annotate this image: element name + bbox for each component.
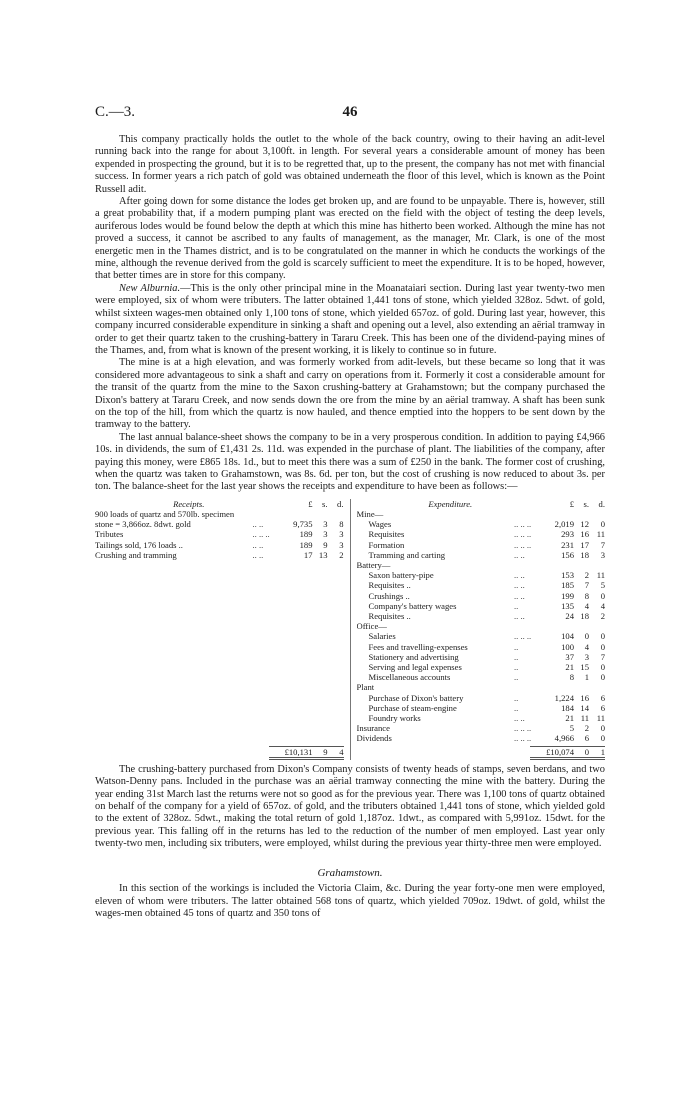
account-row [357,723,606,733]
leader-dots: .. .. [252,539,264,550]
expenditure-rows [357,509,606,744]
account-row [357,509,606,519]
account-label: Requisites [368,529,405,540]
total-pence: 1 [600,746,605,757]
account-row [357,631,606,641]
pounds-heading: £ [308,498,313,509]
leader-dots: .. .. .. [514,631,532,642]
account-label: Fees and travelling-expenses [368,641,468,652]
expenditure-column [351,499,606,760]
account-row [357,550,606,560]
amount-pounds: 185 [561,580,574,591]
account-row [357,570,606,580]
account-row [357,560,606,570]
amount-pounds: 24 [565,611,574,622]
amount-pence: 4 [600,600,605,611]
amount-shillings: 18 [580,611,589,622]
account-row [357,621,606,631]
amount-pence: 6 [600,692,605,703]
account-label: Tailings sold, 176 loads .. [95,539,183,550]
leader-dots: .. .. .. [514,529,532,540]
paragraph: This company practically holds the outlet to the whole of the back country, owing to their having an adit-level running back into the range for about 3,100ft. in length. For several years a considerable amount of money has been expended in prospecting the ground, but it is to be regretted that, up to the present, the company has not met with financial success. In former years a rich patch of gold was obtained underneath the floor of this level, which is known as the Point Russell adit. [95,134,605,195]
amount-pounds: 17 [303,549,313,560]
account-label: Requisites .. [368,611,411,622]
amount-pence: 11 [596,570,605,581]
account-row [357,733,606,743]
amount-pounds: 2,019 [554,519,574,530]
amount-pence: 3 [339,529,344,540]
receipts-column [95,499,351,760]
receipts-header [95,499,344,509]
amount-shillings: 2 [584,723,589,734]
account-label: Requisites .. [368,580,411,591]
amount-pence: 0 [600,641,605,652]
amount-shillings: 6 [584,733,589,744]
receipts-title: Receipts. [173,498,205,509]
account-row [357,529,606,539]
leader-dots: .. [514,651,519,662]
account-label: Serving and legal expenses [368,662,462,673]
amount-shillings: 16 [580,529,589,540]
amount-pounds: 189 [299,539,313,550]
account-label: Miscellaneous accounts [368,672,451,683]
account-row [357,672,606,682]
account-label: Plant [356,682,375,693]
leader-dots: .. [514,600,519,611]
account-label: Purchase of Dixon's battery [368,692,464,703]
amount-shillings: 17 [580,539,589,550]
amount-pence: 0 [600,733,605,744]
account-label: Mine— [356,508,384,519]
amount-pounds: 184 [561,702,574,713]
leader-dots: .. .. .. [252,529,270,540]
mine-name: New Alburnia. [119,282,181,294]
paragraph: After going down for some distance the lodes get broken up, and are found to be unpayable. There is, however, still a great probability that, if a modern pumping plant was erected on the field with the object of testing the deep levels, auriferous lodes would be found below the depth at which this mine has hitherto been worked. Although the mine has not proved a success, it cannot be ascribed to any faults of management, as the manager, Mr. Clark, is one of the most energetic men in the Thames district, and is to be congratulated on the manner in which he conducts the workings of the mine, although the revenue derived from the gold is scarcely sufficient to meet the expenditure. It is to be hoped, however, that better times are in store for this company. [95,196,605,282]
amount-pence: 0 [600,723,605,734]
amount-shillings: 2 [584,570,589,581]
account-row [357,591,606,601]
balance-sheet [95,499,605,760]
amount-shillings: 4 [584,641,589,652]
amount-shillings: 16 [580,692,589,703]
expenditure-title: Expenditure. [428,498,473,509]
amount-pence: 3 [600,549,605,560]
total-pounds: £10,074 [546,746,574,757]
amount-pounds: 135 [561,600,574,611]
account-row [95,540,344,550]
total-pounds: £10,131 [284,746,313,757]
account-label: Crushing and tramming [95,549,177,560]
account-label: Salaries [368,631,396,642]
amount-pounds: 9,735 [293,519,313,530]
amount-pence: 11 [596,529,605,540]
amount-pounds: 293 [561,529,574,540]
leader-dots: .. .. .. [514,723,532,734]
amount-pounds: 8 [569,672,574,683]
account-row [95,509,344,519]
amount-shillings: 15 [580,662,589,673]
amount-shillings: 7 [584,580,589,591]
account-row [357,682,606,692]
paragraph-text: —This is the only other principal mine in the Moanataiari section. During last year twenty-two men were employed, six of whom were tributers. The latter obtained 1,441 tons of stone, which yielded 328oz. 5dwt. of gold, whilst sixteen wages-men obtained only 1,100 tons of stone, which yielded 657oz. of gold. During last year, however, this company incurred considerable expenditure in sinking a shaft and opening out a level, also extending an aërial tramway in order to get their quartz taken to the crushing-battery in Tararu Creek. This has been one of the dividend-paying mines of the Thames, and, from what is known of the present working, it is likely to continue so in future. [95,282,605,356]
amount-pence: 5 [600,580,605,591]
amount-pence: 0 [600,519,605,530]
account-row [357,540,606,550]
shillings-heading: s. [322,498,328,509]
receipts-total-wrap [95,744,344,760]
amount-pounds: 1,224 [554,692,574,703]
account-label: Office— [356,621,387,632]
amount-pence: 0 [600,672,605,683]
leader-dots: .. .. [252,519,264,530]
expenditure-total-wrap [357,744,606,760]
account-label: Tramming and carting [368,549,446,560]
amount-pounds: 199 [561,590,574,601]
amount-pence: 2 [339,549,344,560]
receipts-total [269,746,344,760]
leader-dots: .. [514,641,519,652]
page-number: 46 [342,104,358,120]
expenditure-header [357,499,606,509]
shillings-heading: s. [583,498,589,509]
amount-shillings: 3 [584,651,589,662]
account-label: Crushings .. [368,590,410,601]
account-row [357,662,606,672]
account-row [357,652,606,662]
account-label: Tributes [95,529,124,540]
paragraph: The mine is at a high elevation, and was formerly worked from adit-levels, but these became so long that it was considered more advantageous to sink a shaft and carry on operations from it. Formerly it cost a considerable amount for the transit of the quartz from the mine to the Saxon crushing-battery at Grahamstown; but the company purchased the Dixon's battery at Tararu Creek, and now sends down the ore from the mine by an aërial tramway. A shaft has been sunk on the top of the hill, from which the quartz is now hauled, and thence emptied into the hoppers to be sent down by the tramway to the battery. [95,357,605,431]
leader-dots: .. .. [514,590,525,601]
account-label: Wages [368,519,392,530]
account-label: Purchase of steam-engine [368,702,457,713]
amount-pounds: 189 [299,529,313,540]
account-row [357,693,606,703]
amount-pounds: 5 [569,723,574,734]
amount-shillings: 9 [323,539,328,550]
pence-heading: d. [337,498,344,509]
amount-shillings: 18 [580,549,589,560]
expenditure-total [530,746,605,760]
amount-shillings: 1 [584,672,589,683]
account-label: Company's battery wages [368,600,457,611]
page-header [95,104,605,128]
account-row [357,703,606,713]
amount-pounds: 104 [561,631,574,642]
amount-shillings: 8 [584,590,589,601]
amount-shillings: 4 [584,600,589,611]
amount-shillings: 13 [318,549,328,560]
amount-shillings: 3 [323,519,328,530]
account-row [357,519,606,529]
leader-dots: .. [514,702,519,713]
amount-pence: 7 [600,651,605,662]
paragraph: The crushing-battery purchased from Dixon's Company consists of twenty heads of stamps, seven berdans, and two Watson-Denny pans. Included in the purchase was an aërial tramway connecting the mine with the battery. During the year ending 31st March last the returns were not so good as for the previous year. There was 1,100 tons of quartz obtained on behalf of the company for a yield of 657oz. of gold, and the tributers obtained 1,441 tons of stone, which yielded gold to the extent of 328oz. 5dwt., making the total return of gold 1,187oz. 1dwt., as compared with 5,991oz. 15dwt. for the previous year. This falling off in the returns has led to the reduction of the number of men employed. Last year only twenty-two men, including six tributers, were employed, whilst during the previous year thirty-three men were employed. [95,763,605,850]
paragraph [95,283,605,357]
leader-dots: .. .. [514,611,525,622]
amount-pence: 8 [339,519,344,530]
document-reference: C.—3. [95,104,136,120]
pence-heading: d. [598,498,605,509]
amount-shillings: 12 [580,519,589,530]
amount-pounds: 100 [561,641,574,652]
leader-dots: .. .. .. [514,519,532,530]
account-label: Insurance [356,723,390,734]
amount-pounds: 156 [561,549,574,560]
amount-shillings: 0 [584,631,589,642]
amount-pounds: 21 [565,713,574,724]
leader-dots: .. .. .. [514,733,532,744]
leader-dots: .. .. [514,580,525,591]
amount-pounds: 37 [565,651,574,662]
amount-pence: 7 [600,539,605,550]
account-label: Foundry works [368,713,421,724]
spacer [95,560,344,744]
amount-pence: 3 [339,539,344,550]
account-label: 900 loads of quartz and 570lb. specimen [95,508,235,519]
amount-pence: 2 [600,611,605,622]
amount-pence: 0 [600,662,605,673]
amount-pence: 11 [596,713,605,724]
leader-dots: .. [514,662,519,673]
account-label: Stationery and advertising [368,651,459,662]
account-label: Battery— [356,560,391,570]
account-row [357,601,606,611]
amount-shillings: 11 [580,713,589,724]
leader-dots: .. .. [252,549,264,560]
account-row [357,580,606,590]
amount-pence: 0 [600,590,605,601]
amount-pounds: 231 [561,539,574,550]
leader-dots: .. .. [514,549,525,560]
amount-pence: 6 [600,702,605,713]
account-row [357,713,606,723]
pounds-heading: £ [569,498,574,509]
account-row [357,642,606,652]
amount-shillings: 14 [580,702,589,713]
account-label: Formation [368,539,405,550]
amount-shillings: 3 [323,529,328,540]
leader-dots: .. [514,692,519,703]
leader-dots: .. .. [514,713,525,724]
account-row [95,529,344,539]
receipts-rows [95,509,344,560]
amount-pence: 0 [600,631,605,642]
amount-pounds: 4,966 [554,733,574,744]
amount-pounds: 21 [565,662,574,673]
total-shillings: 0 [584,746,589,757]
account-row [357,611,606,621]
paragraph: The last annual balance-sheet shows the company to be in a very prosperous condition. In addition to paying £4,966 10s. in dividends, the sum of £1,431 2s. 11d. was expended in the purchase of plant. The liabilities of the company, after paying this money, were £865 18s. 1d., but to meet this there was a sum of £250 in the bank. The former cost of crushing, when the quartz was taken to Grahamstown, was 8s. 6d. per ton, but the cost of crushing is now reduced to about 3s. per ton. The balance-sheet for the last year shows the receipts and expenditure to have been as follows:— [95,431,605,493]
leader-dots: .. [514,672,519,683]
account-label: Saxon battery-pipe [368,570,434,581]
account-row [95,519,344,529]
amount-pounds: 153 [561,570,574,581]
account-row [95,550,344,560]
leader-dots: .. .. [514,570,525,581]
account-label: Dividends [356,733,392,744]
body-text [95,134,605,920]
leader-dots: .. .. .. [514,539,532,550]
paragraph: In this section of the workings is included the Victoria Claim, &c. During the year forty-one men were employed, eleven of whom were tributers. The latter obtained 568 tons of quartz, which yielded 709oz. 19dwt. of gold, whilst the wages-men obtained 45 tons of quartz and 350 tons of [95,883,605,919]
section-heading: Grahamstown. [317,866,383,879]
total-shillings: 9 [323,746,328,757]
account-label: stone = 3,866oz. 8dwt. gold [95,519,191,530]
total-pence: 4 [339,746,344,757]
